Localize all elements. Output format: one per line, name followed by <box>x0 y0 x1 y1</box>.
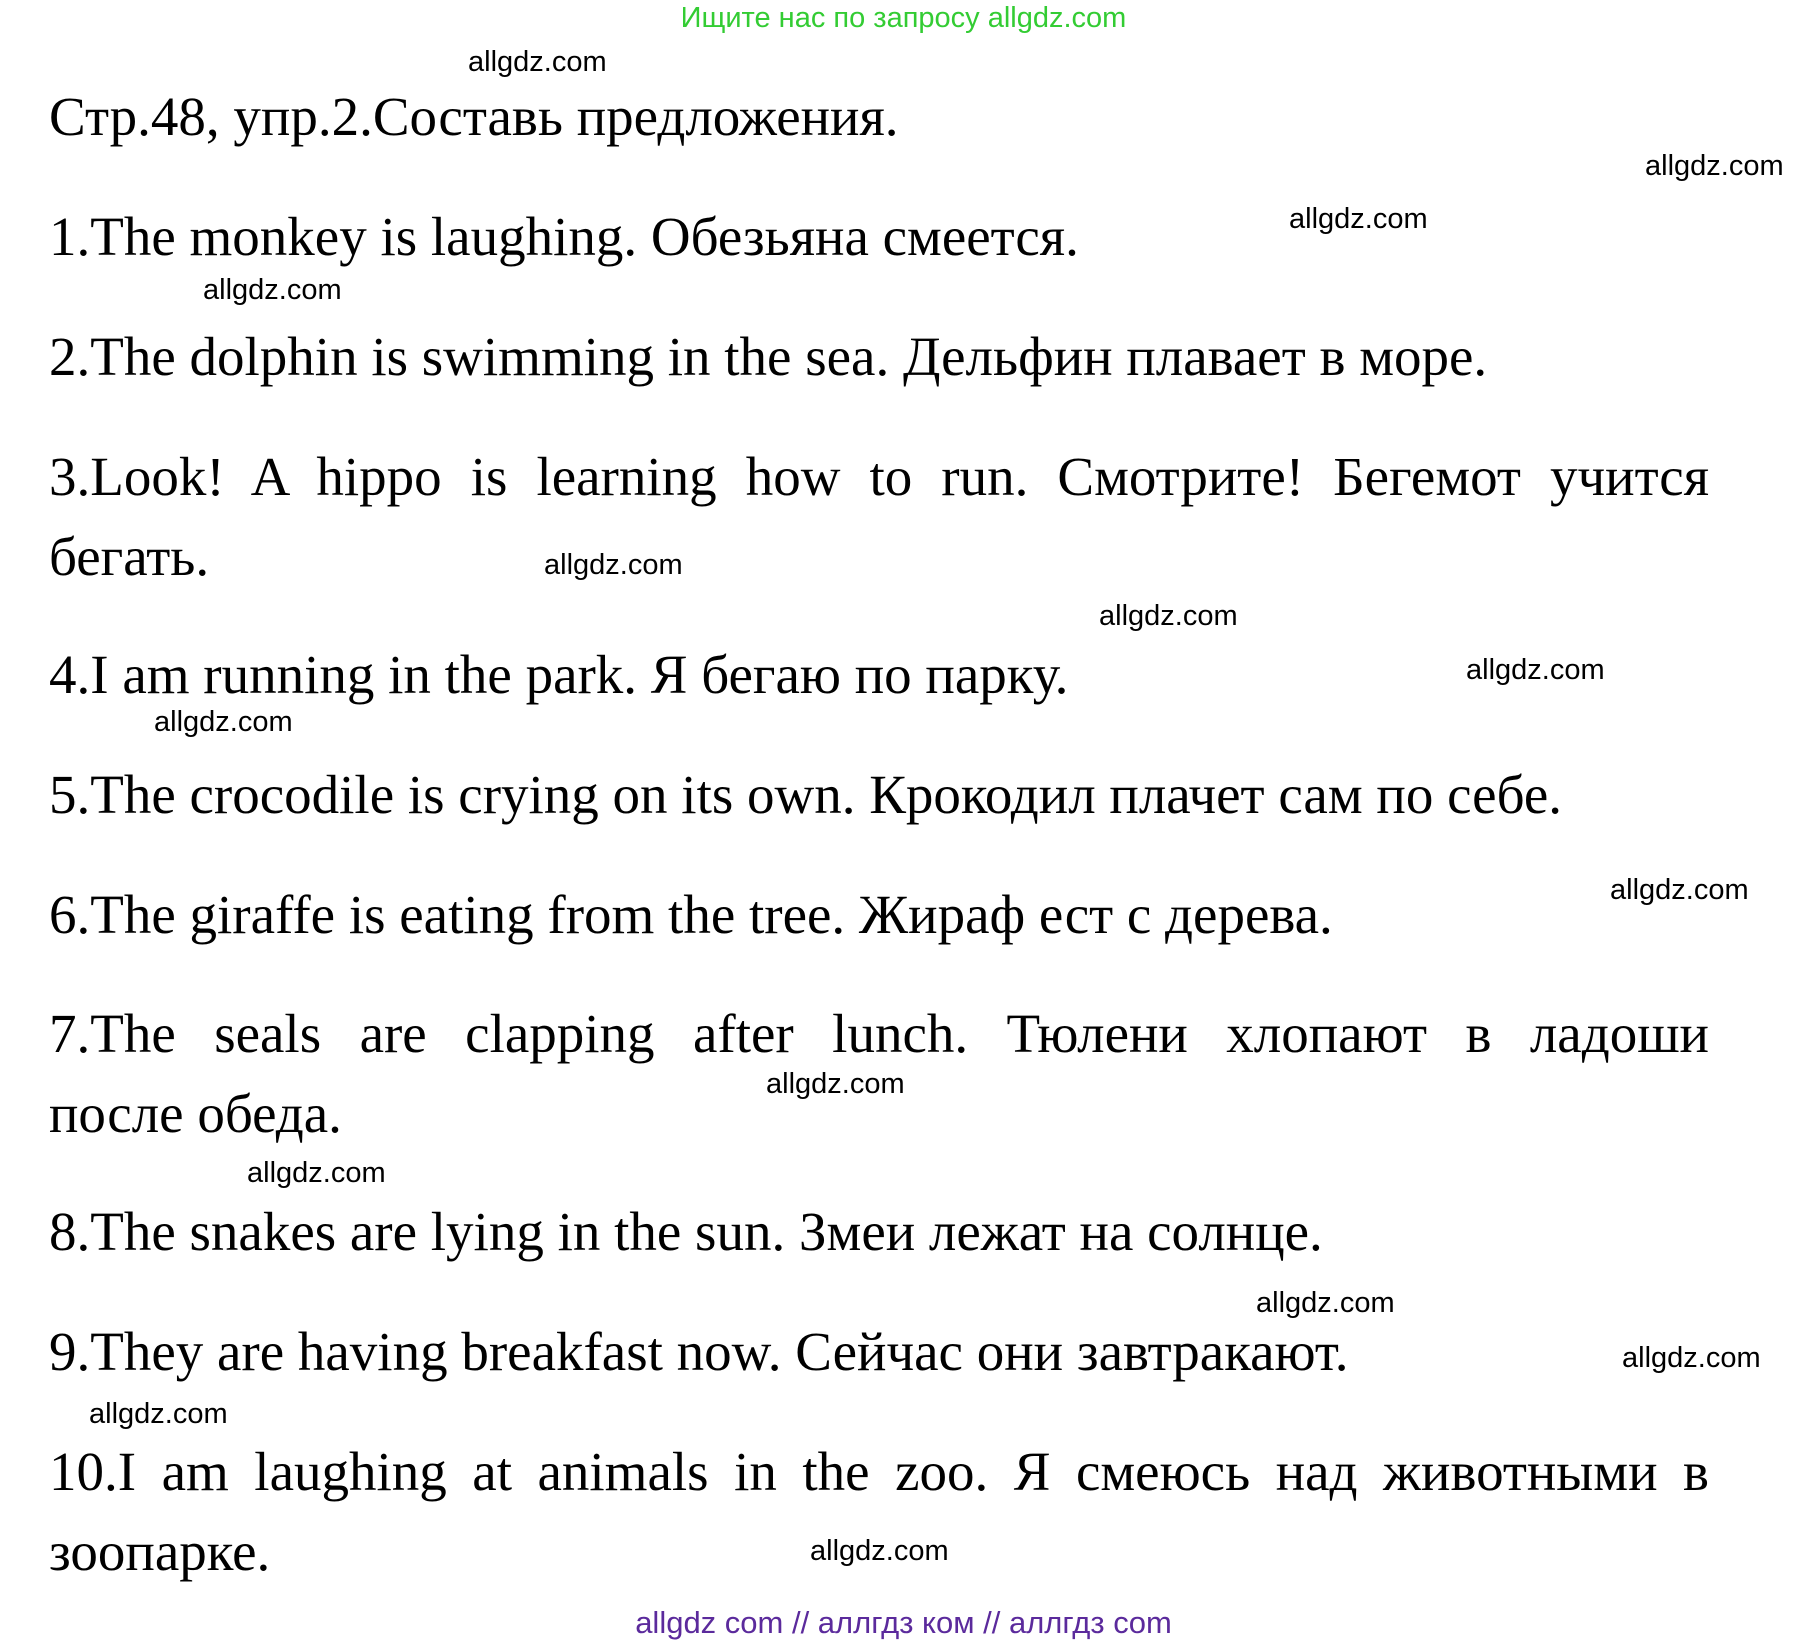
watermark: allgdz.com <box>1645 150 1784 182</box>
sentence-8: 8.The snakes are lying in the sun. Змеи лежат на солнце. <box>49 1201 1323 1262</box>
watermark: allgdz.com <box>1256 1287 1395 1319</box>
watermark: allgdz.com <box>1289 203 1428 235</box>
watermark: allgdz.com <box>810 1535 949 1567</box>
sentence-3-line-1: 3.Look! A hippo is learning how to run. Смотрите! Бегемот учится <box>49 446 1709 507</box>
sentence-4: 4.I am running in the park. Я бегаю по парку. <box>49 644 1069 705</box>
sentence-2: 2.The dolphin is swimming in the sea. Дельфин плавает в море. <box>49 326 1488 387</box>
watermark: allgdz.com <box>766 1068 905 1100</box>
watermark: allgdz.com <box>89 1398 228 1430</box>
sentence-9: 9.They are having breakfast now. Сейчас они завтракают. <box>49 1321 1349 1382</box>
header-ad-link[interactable]: Ищите нас по запросу allgdz.com <box>680 2 1127 34</box>
sentence-6: 6.The giraffe is eating from the tree. Жираф ест с дерева. <box>49 884 1333 945</box>
watermark: allgdz.com <box>1466 654 1605 686</box>
watermark: allgdz.com <box>154 706 293 738</box>
sentence-7-line-1: 7.The seals are clapping after lunch. Тюлени хлопают в ладоши <box>49 1003 1709 1064</box>
footer-ad-link[interactable]: allgdz com // аллгдз ком // аллгдз com <box>635 1605 1172 1640</box>
watermark: allgdz.com <box>247 1157 386 1189</box>
sentence-7-line-2: после обеда. <box>49 1083 342 1144</box>
watermark: allgdz.com <box>1622 1342 1761 1374</box>
watermark: allgdz.com <box>544 549 683 581</box>
watermark: allgdz.com <box>1610 874 1749 906</box>
page-title: Стр.48, упр.2.Составь предложения. <box>49 86 899 147</box>
watermark: allgdz.com <box>1099 600 1238 632</box>
sentence-10-line-2: зоопарке. <box>49 1521 271 1582</box>
watermark: allgdz.com <box>468 46 607 78</box>
sentence-10-line-1: 10.I am laughing at animals in the zoo. Я смеюсь над животными в <box>49 1441 1709 1502</box>
watermark: allgdz.com <box>203 274 342 306</box>
sentence-5: 5.The crocodile is crying on its own. Крокодил плачет сам по себе. <box>49 764 1562 825</box>
sentence-1: 1.The monkey is laughing. Обезьяна смеется. <box>49 206 1079 267</box>
sentence-3-line-2: бегать. <box>49 526 210 587</box>
